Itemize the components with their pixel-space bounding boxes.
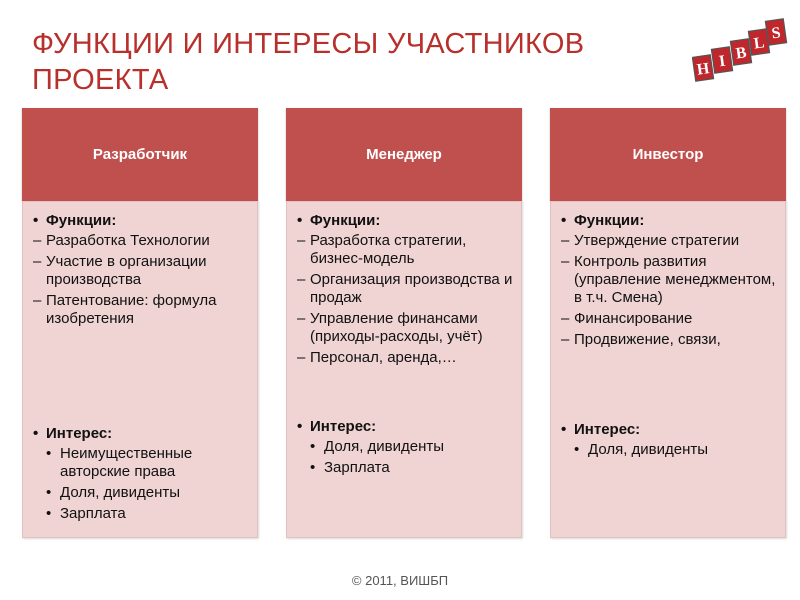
function-item: – Управление финансами (приходы-расходы, учёт) [297, 310, 513, 346]
interest-item: • Зарплата [310, 459, 513, 477]
function-item: – Участие в организации производства [33, 253, 249, 289]
logo-tile-i [711, 47, 732, 73]
interest-item: • Доля, дивиденты [310, 438, 513, 456]
interest-section [561, 421, 777, 462]
function-item: – Разработка Технологии [33, 232, 249, 250]
column-body-developer [22, 201, 258, 538]
function-item: – Персонал, аренда,… [297, 349, 513, 367]
function-item: – Разработка стратегии, бизнес-модель [297, 232, 513, 268]
logo-tile-l [748, 29, 769, 55]
hibls-logo [692, 18, 788, 88]
interest-section [297, 418, 513, 480]
column-manager [286, 108, 522, 538]
function-item: – Продвижение, связи, [561, 331, 777, 349]
interest-title: • Интерес: [33, 425, 249, 443]
function-item: – Утверждение стратегии [561, 232, 777, 250]
logo-tile-b [730, 39, 751, 65]
function-item: – Патентование: формула изобретения [33, 292, 249, 328]
functions-list [33, 232, 249, 328]
column-developer [22, 108, 258, 538]
functions-list [561, 232, 777, 349]
logo-letter-s: S [770, 24, 782, 43]
functions-list [297, 232, 513, 367]
interest-list [310, 438, 513, 477]
function-item: – Контроль развития (управление менеджментом, в т.ч. Смена) [561, 253, 777, 307]
functions-title: • Функции: [297, 212, 513, 230]
function-item: – Финансирование [561, 310, 777, 328]
participants-columns [0, 108, 800, 538]
function-item: – Организация производства и продаж [297, 271, 513, 307]
interest-item: • Доля, дивиденты [574, 441, 777, 459]
logo-letter-l: L [752, 34, 766, 53]
interest-item: • Доля, дивиденты [46, 484, 249, 502]
interest-item: • Неимущественные авторские права [46, 445, 249, 481]
interest-title: • Интерес: [561, 421, 777, 439]
interest-list [46, 445, 249, 523]
interest-section [33, 425, 249, 526]
logo-tile-h [692, 55, 713, 81]
functions-title: • Функции: [561, 212, 777, 230]
column-header-manager: Менеджер [286, 108, 522, 201]
column-header-investor: Инвестор [550, 108, 786, 201]
column-body-investor [550, 201, 786, 538]
functions-title: • Функции: [33, 212, 249, 230]
interest-item: • Зарплата [46, 505, 249, 523]
interest-title: • Интерес: [297, 418, 513, 436]
logo-tile-s [765, 19, 786, 45]
logo-letter-h: H [695, 60, 711, 79]
column-body-manager [286, 201, 522, 538]
logo-letter-i: I [717, 52, 727, 71]
column-header-developer: Разработчик [22, 108, 258, 201]
page-title: ФУНКЦИИ И ИНТЕРЕСЫ УЧАСТНИКОВ ПРОЕКТА [32, 28, 585, 96]
interest-list [574, 441, 777, 459]
logo-letter-b: B [734, 44, 748, 63]
column-investor [550, 108, 786, 538]
copyright-footer: © 2011, ВИШБП [351, 573, 449, 588]
